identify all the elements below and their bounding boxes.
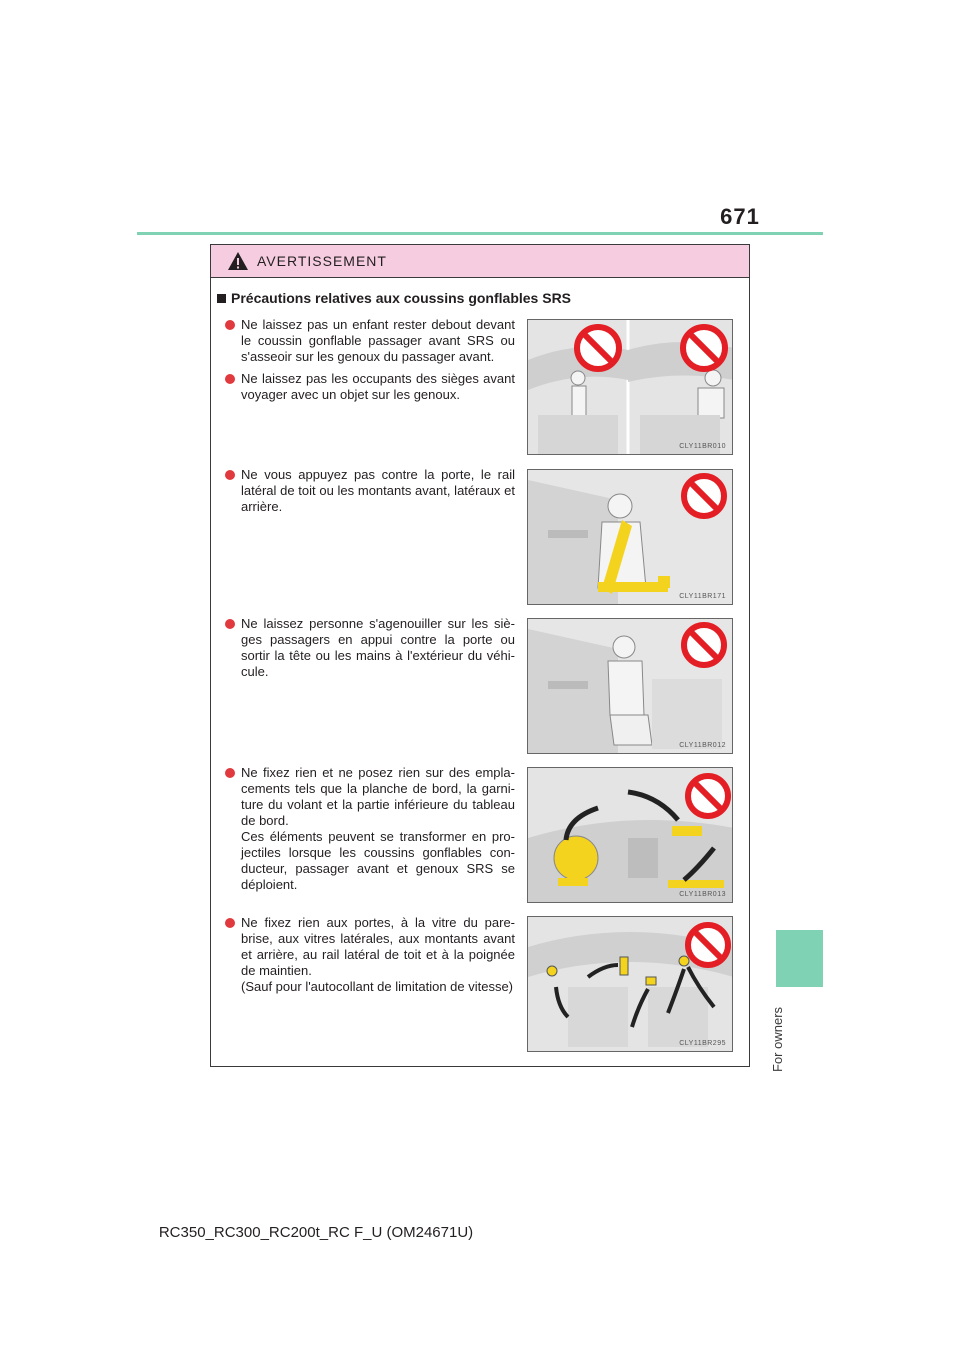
figure-code: CLY11BR013 xyxy=(679,891,726,898)
page-number: 671 xyxy=(720,204,760,229)
warning-item-4 xyxy=(225,765,515,899)
bullet-dot-icon xyxy=(225,619,235,629)
note-text: (Sauf pour l'autocollant de limitation de vitesse) xyxy=(241,979,514,994)
square-bullet-icon xyxy=(217,294,226,303)
figure-code: CLY11BR010 xyxy=(679,443,726,450)
bullet-dot-icon xyxy=(225,918,235,928)
section-label: For owners xyxy=(770,1006,785,1072)
prohibit-icon xyxy=(688,925,728,965)
note-row xyxy=(225,829,515,893)
illustration-child-standing-svg xyxy=(528,320,733,455)
prohibit-icon xyxy=(688,776,728,816)
warning-item-3 xyxy=(225,616,515,686)
figure-code: CLY11BR012 xyxy=(679,742,726,749)
bullet-row xyxy=(225,371,515,403)
bullet-row xyxy=(225,317,515,365)
note-row xyxy=(225,979,515,995)
warning-triangle-icon xyxy=(227,251,249,271)
prohibit-icon xyxy=(684,625,724,665)
warning-item-2 xyxy=(225,467,515,521)
warning-item-1 xyxy=(225,317,515,409)
figure-code: CLY11BR295 xyxy=(679,1040,726,1047)
bullet-text: Ne fixez rien et ne posez rien sur des empla-cements tels que la planche de bord, la garni-ture du volant et la partie inférieure du tableau de bord. xyxy=(241,765,515,828)
prohibit-icon xyxy=(577,327,619,369)
illustration-dashboard-objects xyxy=(527,767,733,903)
footer-model-code: RC350_RC300_RC200t_RC F_U (OM24671U) xyxy=(158,1224,474,1241)
bullet-dot-icon xyxy=(225,374,235,384)
bullet-row xyxy=(225,915,515,979)
note-text: Ces éléments peuvent se transformer en pro-jectiles lorsque les coussins gonflables con-ducteur, passager avant et genoux SRS se déploient. xyxy=(241,829,515,892)
prohibit-icon xyxy=(684,476,724,516)
bullet-row xyxy=(225,616,515,680)
illustration-child-standing xyxy=(527,319,733,455)
warning-item-5 xyxy=(225,915,515,1001)
bullet-text: Ne laissez pas les occupants des sièges avant voyager avec un objet sur les genoux. xyxy=(241,371,515,402)
bullet-text: Ne fixez rien aux portes, à la vitre du pare-brise, aux vitres latérales, aux montants avant et arrière, au rail latéral de toit et à la poignée de maintien. xyxy=(241,915,515,978)
bullet-row xyxy=(225,467,515,515)
bullet-text: Ne laissez pas un enfant rester debout devant le coussin gonflable passager avant SRS ou s'asseoir sur les genoux du passager avant. xyxy=(241,317,515,364)
section-heading-text: Précautions relatives aux coussins gonflables SRS xyxy=(231,290,572,306)
illustration-leaning-door xyxy=(527,469,733,605)
bullet-row xyxy=(225,765,515,829)
bullet-text: Ne vous appuyez pas contre la porte, le rail latéral de toit ou les montants avant, latéraux et arrière. xyxy=(241,467,515,514)
warning-box xyxy=(210,244,750,1067)
bullet-dot-icon xyxy=(225,320,235,330)
figure-code: CLY11BR171 xyxy=(679,593,726,600)
illustration-kneeling-seat xyxy=(527,618,733,754)
illustration-cabin-attachments xyxy=(527,916,733,1052)
warning-title: AVERTISSEMENT xyxy=(257,253,387,269)
header-rule xyxy=(137,232,823,235)
bullet-dot-icon xyxy=(225,470,235,480)
bullet-dot-icon xyxy=(225,768,235,778)
section-heading xyxy=(217,290,571,306)
section-tab xyxy=(776,930,823,987)
warning-header xyxy=(211,245,749,278)
bullet-text: Ne laissez personne s'agenouiller sur les siè-ges passagers en appui contre la porte ou sortir la tête ou les mains à l'extérieur du véhi-cule. xyxy=(241,616,515,679)
